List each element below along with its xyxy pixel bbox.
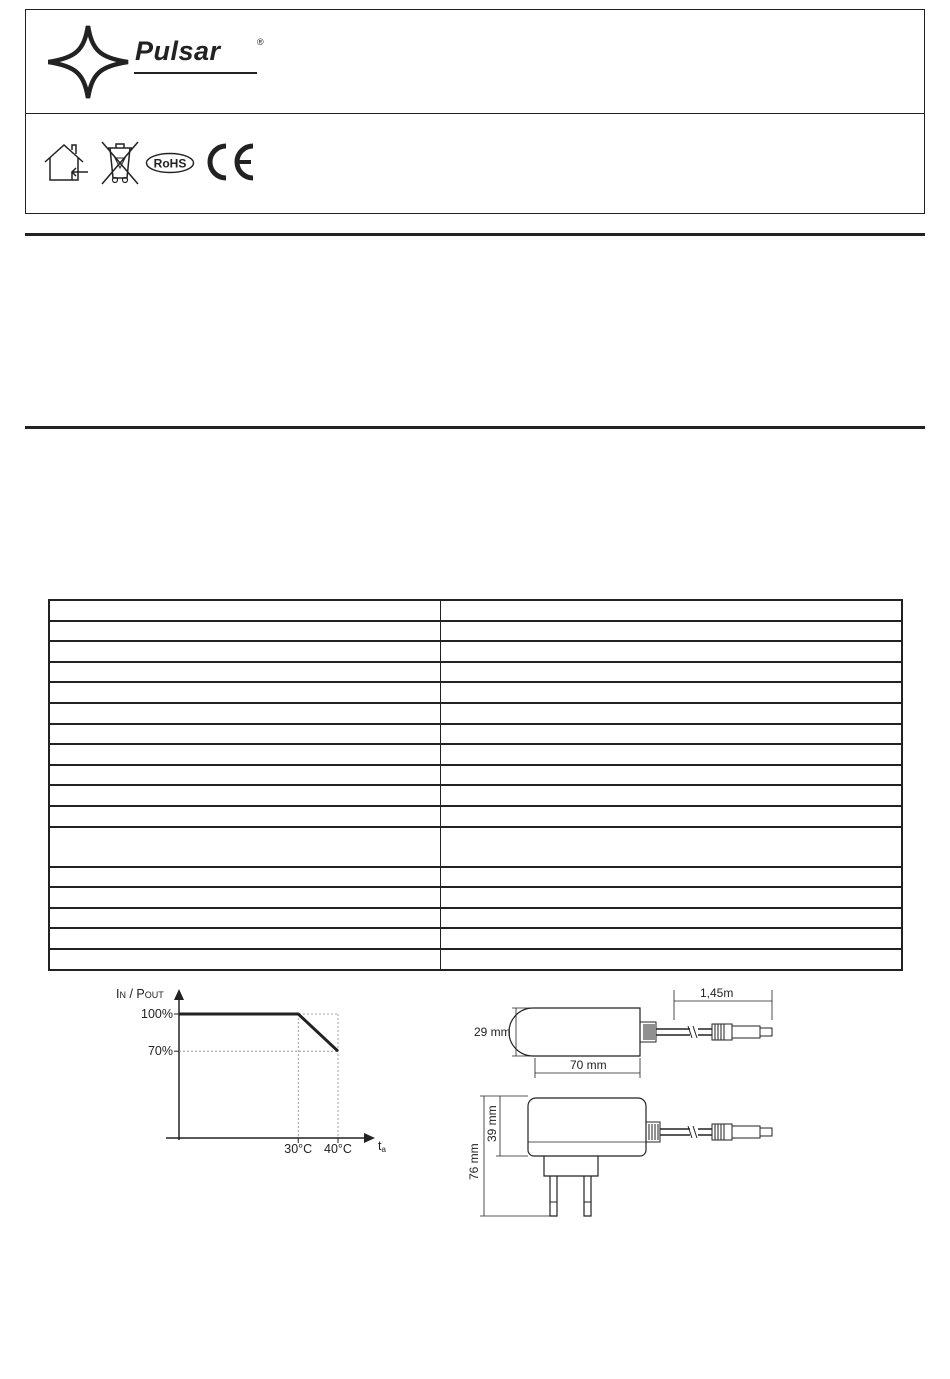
- table-cell-value: [440, 785, 902, 806]
- adapter-body-top: [509, 1008, 640, 1056]
- side-view: [467, 1096, 772, 1216]
- pulsar-star-icon: [48, 22, 138, 102]
- table-cell-label: [49, 908, 440, 929]
- table-cell-label: [49, 621, 440, 642]
- table-cell-value: [440, 744, 902, 765]
- chart-gridlines: [179, 1014, 338, 1138]
- table-cell-label: [49, 724, 440, 745]
- table-row: [49, 662, 902, 683]
- table-cell-label: [49, 744, 440, 765]
- y-tick-label: 100%: [141, 1007, 173, 1021]
- table-cell-label: [49, 806, 440, 827]
- table-cell-label: [49, 600, 440, 621]
- x-tick-label: 30°C: [284, 1142, 313, 1156]
- x-axis-arrow: [364, 1133, 375, 1143]
- pulsar-logo: [48, 22, 264, 102]
- adapter-body-side: [528, 1098, 646, 1156]
- derating-series-line: [179, 1014, 338, 1051]
- rohs-icon: [145, 152, 195, 174]
- table-cell-value: [440, 908, 902, 929]
- table-cell-value: [440, 867, 902, 888]
- table-row: [49, 785, 902, 806]
- table-row: [49, 908, 902, 929]
- table-cell-label: [49, 662, 440, 683]
- table-row: [49, 641, 902, 662]
- cable-length-label: 1,45m: [700, 986, 734, 1000]
- indoor-use-house-icon: [42, 142, 90, 184]
- table-cell-label: [49, 928, 440, 949]
- x-tick-label: 40°C: [324, 1142, 352, 1156]
- plug-pins: [550, 1176, 591, 1216]
- section-rule-bottom: [25, 426, 925, 429]
- chart-ticks: [141, 1007, 352, 1156]
- specification-table: [48, 599, 903, 971]
- header-box: [25, 9, 925, 214]
- table-row: [49, 703, 902, 724]
- header-divider: [26, 113, 924, 114]
- table-row: [49, 600, 902, 621]
- table-cell-label: [49, 949, 440, 970]
- x-axis-label: ta: [378, 1139, 386, 1154]
- table-cell-value: [440, 703, 902, 724]
- table-cell-value: [440, 621, 902, 642]
- table-row: [49, 928, 902, 949]
- table-row: [49, 621, 902, 642]
- table-cell-value: [440, 765, 902, 786]
- table-cell-value: [440, 724, 902, 745]
- brand-name: Pulsar: [135, 36, 221, 66]
- table-cell-value: [440, 928, 902, 949]
- table-cell-label: [49, 641, 440, 662]
- table-row: [49, 827, 902, 867]
- table-cell-label: [49, 785, 440, 806]
- table-row: [49, 806, 902, 827]
- y-tick-label: 70%: [147, 1044, 173, 1059]
- table-row: [49, 682, 902, 703]
- table-cell-value: [440, 662, 902, 683]
- top-view: [474, 986, 772, 1078]
- height-label: 29 mm: [474, 1025, 511, 1039]
- table-cell-value: [440, 949, 902, 970]
- table-cell-label: [49, 703, 440, 724]
- table-row: [49, 949, 902, 970]
- y-axis-arrow: [174, 989, 184, 1000]
- table-cell-label: [49, 827, 440, 867]
- table-cell-value: [440, 600, 902, 621]
- plug-base: [544, 1156, 598, 1176]
- registered-mark: ®: [257, 37, 264, 47]
- table-row: [49, 724, 902, 745]
- ce-mark-icon: [202, 142, 258, 182]
- table-row: [49, 765, 902, 786]
- table-row: [49, 887, 902, 908]
- body-height-label: 39 mm: [485, 1105, 499, 1142]
- table-cell-value: [440, 887, 902, 908]
- width-label: 70 mm: [570, 1058, 607, 1072]
- rohs-label: RoHS: [153, 156, 187, 171]
- table-cell-label: [49, 682, 440, 703]
- table-cell-label: [49, 867, 440, 888]
- table-row: [49, 744, 902, 765]
- weee-crossed-bin-icon: [98, 138, 142, 186]
- table-row: [49, 867, 902, 888]
- table-cell-value: [440, 682, 902, 703]
- table-cell-value: [440, 827, 902, 867]
- table-cell-label: [49, 887, 440, 908]
- table-cell-label: [49, 765, 440, 786]
- total-height-label: 76 mm: [467, 1143, 481, 1180]
- table-cell-value: [440, 641, 902, 662]
- derating-chart: [100, 980, 400, 1160]
- brand-underline: [134, 72, 257, 74]
- dimensions-drawing: [460, 980, 800, 1225]
- y-axis-label: IN / POUT: [116, 987, 164, 1001]
- section-rule-top: [25, 233, 925, 236]
- table-cell-value: [440, 806, 902, 827]
